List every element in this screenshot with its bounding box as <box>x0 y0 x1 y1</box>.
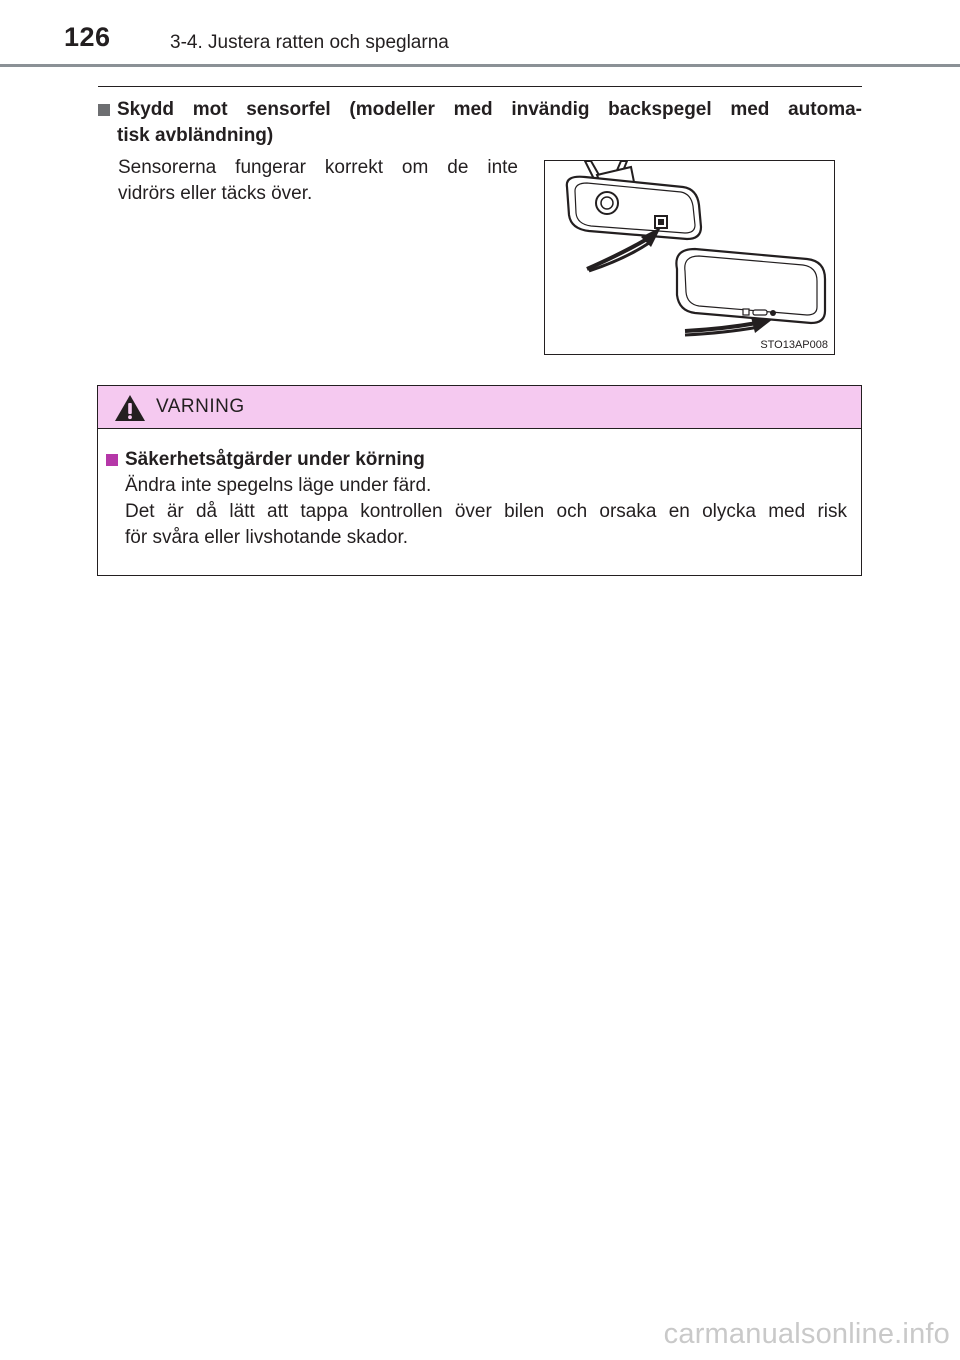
figure-id: STO13AP008 <box>760 339 828 351</box>
section-bullet <box>98 104 110 116</box>
warning-box <box>97 385 862 576</box>
warning-line1: Ändra inte spegelns läge under färd. <box>125 475 432 496</box>
chapter-title: 3-4. Justera ratten och speglarna <box>170 32 449 53</box>
header-rule <box>0 64 960 67</box>
section-heading <box>98 97 862 149</box>
warning-line3: för svåra eller livshotande skador. <box>125 527 409 548</box>
section-heading-line2: tisk avbländning) <box>117 125 274 146</box>
warning-line2: Det är då lätt att tappa kontrollen över bilen och orsaka en olycka med risk <box>125 501 847 522</box>
section-heading-line1: Skydd mot sensorfel (modeller med invändig backspegel med automa- <box>117 99 862 120</box>
section-body <box>118 155 518 207</box>
page-number: 126 <box>64 22 111 52</box>
warning-subheading-text: Säkerhetsåtgärder under körning <box>125 449 425 470</box>
warning-bullet <box>106 454 118 466</box>
watermark: carmanualsonline.info <box>663 1318 950 1350</box>
warning-title: VARNING <box>156 396 245 417</box>
warning-header <box>98 386 861 429</box>
warning-body <box>98 429 861 551</box>
mirror-figure <box>544 160 835 355</box>
section-rule <box>98 86 862 87</box>
warning-triangle-icon <box>114 394 146 422</box>
section-body-line2: vidrörs eller täcks över. <box>118 183 313 204</box>
warning-text <box>106 473 847 551</box>
section-body-line1: Sensorerna fungerar korrekt om de inte <box>118 157 518 178</box>
warning-subheading <box>106 447 847 473</box>
mirror-illustration <box>545 161 834 354</box>
